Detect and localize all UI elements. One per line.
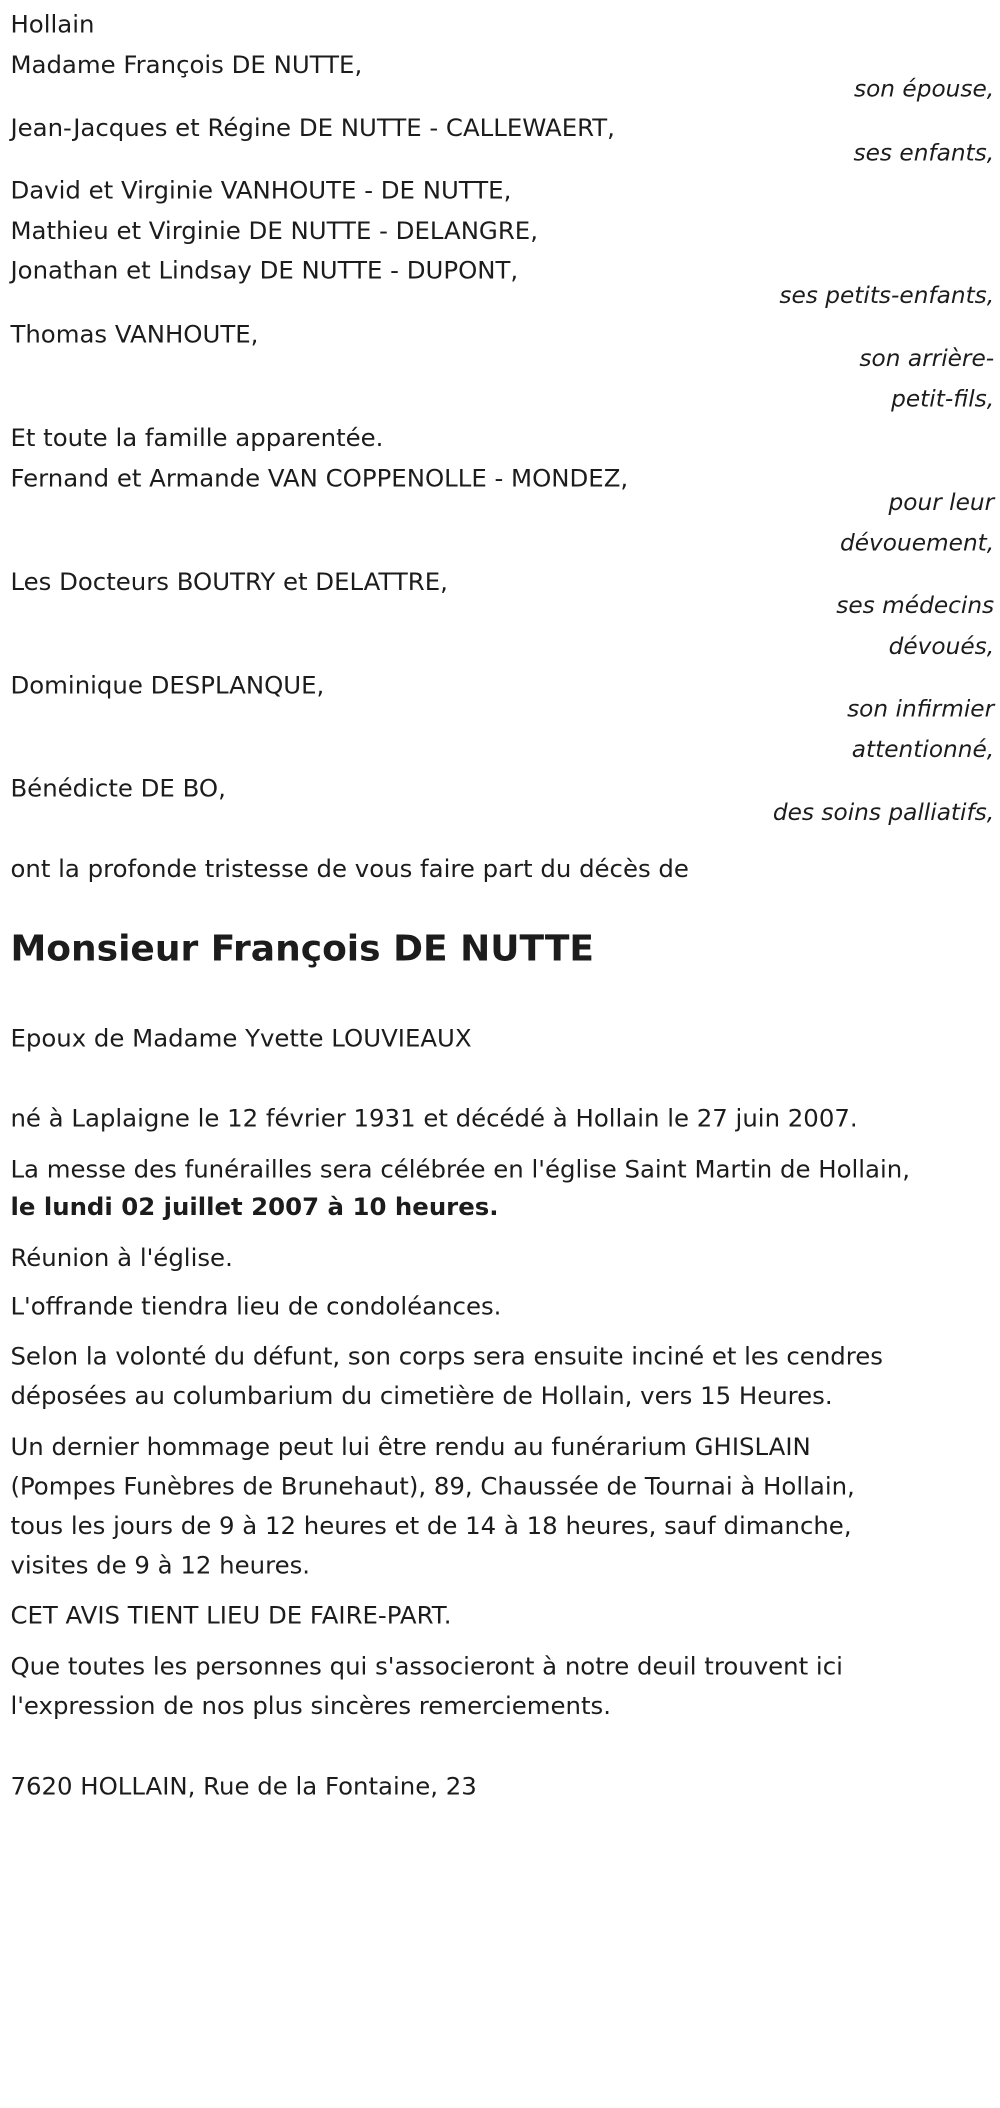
family-role: des soins palliatifs, [772, 797, 995, 826]
spouse-line: Epoux de Madame Yvette LOUVIEAUX [10, 1024, 472, 1053]
announcement: ont la profonde tristesse de vous faire part du décès de [10, 854, 689, 883]
family-name: Mathieu et Virginie DE NUTTE - DELANGRE, [10, 217, 538, 246]
family-role: son épouse, [853, 74, 995, 103]
address-line: 7620 HOLLAIN, Rue de la Fontaine, 23 [10, 1772, 477, 1801]
tribute-line: visites de 9 à 12 heures. [10, 1551, 311, 1580]
family-name: Thomas VANHOUTE, [10, 320, 259, 349]
family-name: Fernand et Armande VAN COPPENOLLE - MONDEZ, [10, 464, 629, 493]
cremation-line: déposées au columbarium du cimetière de Hollain, vers 15 Heures. [10, 1382, 833, 1410]
family-role: ses petits-enfants, [779, 281, 995, 309]
tribute-line: (Pompes Funèbres de Brunehaut), 89, Chaussée de Tournai à Hollain, [10, 1472, 855, 1501]
family-name: Jonathan et Lindsay DE NUTTE - DUPONT, [10, 256, 519, 285]
family-role: ses médecins [836, 591, 995, 620]
birth-death-line: né à Laplaigne le 12 février 1931 et décédé à Hollain le 27 juin 2007. [10, 1104, 858, 1133]
family-name: Et toute la famille apparentée. [10, 423, 384, 452]
place-heading: Hollain [10, 10, 95, 39]
family-name: Les Docteurs BOUTRY et DELATTRE, [10, 567, 448, 596]
thanks-line: Que toutes les personnes qui s'associeront à notre deuil trouvent ici [10, 1652, 843, 1681]
meeting-line: Réunion à l'église. [10, 1243, 233, 1272]
tribute-line: Un dernier hommage peut lui être rendu au funérarium GHISLAIN [10, 1433, 811, 1462]
family-name: Bénédicte DE BO, [10, 774, 226, 803]
family-role: son infirmier [847, 694, 995, 723]
family-role: pour leur [888, 487, 995, 516]
family-name: David et Virginie VANHOUTE - DE NUTTE, [10, 176, 512, 205]
offering-line: L'offrande tiendra lieu de condoléances. [10, 1292, 502, 1321]
deceased-name: Monsieur François DE NUTTE [10, 927, 595, 970]
family-role: son arrière- [859, 343, 995, 372]
family-name: Dominique DESPLANQUE, [10, 671, 325, 700]
family-role: petit-fils, [891, 384, 995, 413]
cremation-line: Selon la volonté du défunt, son corps sera ensuite inciné et les cendres [10, 1342, 883, 1371]
mass-date: le lundi 02 juillet 2007 à 10 heures. [10, 1192, 499, 1221]
family-role: attentionné, [851, 735, 995, 764]
family-role: dévouement, [840, 528, 995, 557]
family-role: dévoués, [888, 631, 995, 660]
family-role: ses enfants, [853, 138, 995, 167]
notice-line: CET AVIS TIENT LIEU DE FAIRE-PART. [10, 1601, 452, 1630]
thanks-line: l'expression de nos plus sincères remerciements. [10, 1692, 612, 1721]
family-name: Jean-Jacques et Régine DE NUTTE - CALLEWAERT, [10, 113, 615, 142]
family-name: Madame François DE NUTTE, [10, 51, 363, 79]
mass-line: La messe des funérailles sera célébrée en l'église Saint Martin de Hollain, [10, 1155, 910, 1184]
tribute-line: tous les jours de 9 à 12 heures et de 14 à 18 heures, sauf dimanche, [10, 1512, 852, 1541]
